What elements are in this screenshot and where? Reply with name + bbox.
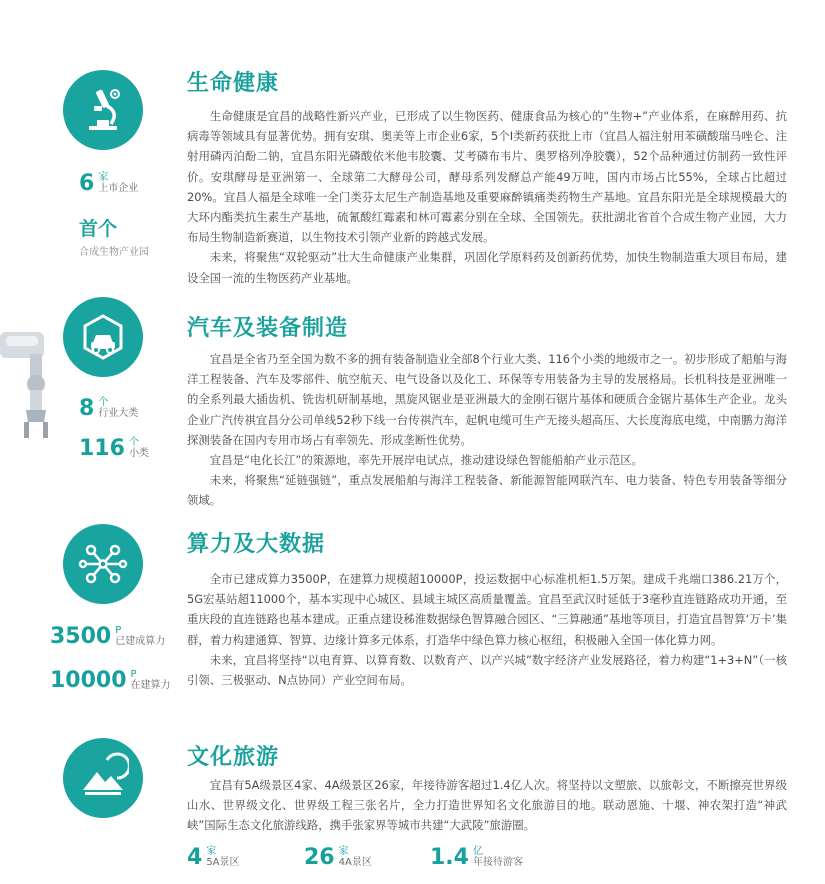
section-body-health xyxy=(187,106,787,288)
stat-annual-visitors: 1.4 亿 年接待游客 xyxy=(430,845,523,870)
robot-arm-illustration xyxy=(0,326,56,446)
mountain-sun-icon xyxy=(77,752,129,804)
compute-icon-badge xyxy=(63,524,143,604)
stat-synbio-park: 首个 合成生物产业园 xyxy=(79,218,149,258)
stat-listed-companies: 6 家 上市企业 xyxy=(79,171,139,196)
stat-industry-categories: 8 个 行业大类 xyxy=(79,396,139,421)
paragraph: 全市已建成算力3500P，在建算力规模超10000P，投运数据中心标准机柜1.5万架。建成千兆端口386.21万个，5G宏基站超11000个，基本实现中心城区、县域主城区高质量覆盖。宜昌至武汉时延低于3毫秒直连链路成功开通，至重庆段的直连链路也基本建成。正重点建设秭淮数据绿色智算融合园区、“三算融通”基地等项目，打造宜昌智算‘万卡’集群，着力构建通算、智算、边缘计算多元体系，打造华中绿色算力核心枢纽，积极融入全国一体化算力网。 xyxy=(187,572,787,647)
section-body-auto xyxy=(187,349,787,511)
paragraph: 宜昌有5A级景区4家、4A级景区26家，年接待游客超过1.4亿人次。将坚持以文塑旅、以旅彰文，不断擦亮世界级山水、世界级文化、世界级工程三张名片，全力打造世界知名文化旅游目的地。联动恩施、十堰、神农架打造“神武峡”国际生态文化旅游线路，携手张家界等城市共建“大武陵”旅游圈。 xyxy=(187,778,787,833)
paragraph: 未来，将聚焦“双轮驱动”壮大生命健康产业集群，巩固化学原料药及创新药优势，加快生物制造重大项目布局，建设全国一流的生物医药产业基地。 xyxy=(187,250,787,285)
network-icon xyxy=(77,538,129,590)
section-body-tourism xyxy=(187,775,787,836)
tourism-icon-badge xyxy=(63,738,143,818)
stat-4a-scenic: 26 家 4A景区 xyxy=(304,845,372,870)
paragraph: 未来，宜昌将坚持“以电育算、以算育数、以数育产、以产兴城”数字经济产业发展路径，着力构建“1+3+N”（一核引领、三极驱动、N点协同）产业空间布局。 xyxy=(187,652,787,688)
section-title-compute: 算力及大数据 xyxy=(187,532,326,557)
paragraph: 生命健康是宜昌的战略性新兴产业，已形成了以生物医药、健康食品为核心的“生物+”产业体系，在麻醉用药、抗病毒等领域具有显著优势。拥有安琪、奥美等上市企业6家，5个I类新药获批上市（宜昌人福注射用苯磺酸瑞马唑仑、注射用磷丙泊酚二钠，宜昌东阳光磷酸依米他韦胶囊、艾考磷布韦片、奥罗格列净胶囊），52个品种通过仿制药一致性评价。安琪酵母是亚洲第一、全球第二大酵母公司，酵母系列发酵总产能49万吨，国内市场占比55%，全球占比超过20%。宜昌人福是全球唯一全门类芬太尼生产制造基地及重要麻醉镇痛类药物生产基地。宜昌东阳光是全球规模最大的大环内酯类抗生素生产基地，硫氰酸红霉素和林可霉素分别在全球、全国领先。获批湖北省首个合成生物产业园，大力布局生物制造新赛道，以生物技术引领产业新的跨越式发展。 xyxy=(187,109,787,245)
section-title-health: 生命健康 xyxy=(187,71,280,96)
stat-built-compute: 3500 P 已建成算力 xyxy=(50,624,166,649)
section-body-compute xyxy=(187,569,787,690)
stat-5a-scenic: 4 家 5A景区 xyxy=(187,845,240,870)
paragraph: 未来，将聚焦“延链强链”，重点发展船舶与海洋工程装备、新能源智能网联汽车、电力装备、特色专用装备等细分领域。 xyxy=(187,473,787,508)
auto-icon-badge xyxy=(63,297,143,377)
health-icon-badge xyxy=(63,70,143,150)
section-title-auto: 汽车及装备制造 xyxy=(187,316,349,341)
paragraph: 宜昌是“电化长江”的策源地，率先开展岸电试点，推动建设绿色智能船舶产业示范区。 xyxy=(209,453,644,468)
stat-subcategories: 116 个 小类 xyxy=(79,436,149,461)
section-title-tourism: 文化旅游 xyxy=(187,745,280,770)
car-gear-icon xyxy=(77,311,129,363)
paragraph: 宜昌是全省乃至全国为数不多的拥有装备制造业全部8个行业大类、116个小类的地级市之一。初步形成了船舶与海洋工程装备、汽车及零部件、航空航天、电气设备以及化工、环保等专用装备为主导的发展格局。长机科技是亚洲唯一的全系列最大插齿机、铣齿机研制基地，黑旋风锯业是亚洲最大的金刚石锯片基体和硬质合金锯片基体生产企业。龙头企业广汽传祺宜昌分公司单线52秒下线一台传祺汽车，起帆电缆可生产无接头超高压、大长度海底电缆，中南鹏力海洋探测装备在国内专用市场占有率领先、形成垄断性优势。 xyxy=(187,352,787,447)
stat-building-compute: 10000 P 在建算力 xyxy=(50,668,171,693)
microscope-icon xyxy=(77,84,129,136)
